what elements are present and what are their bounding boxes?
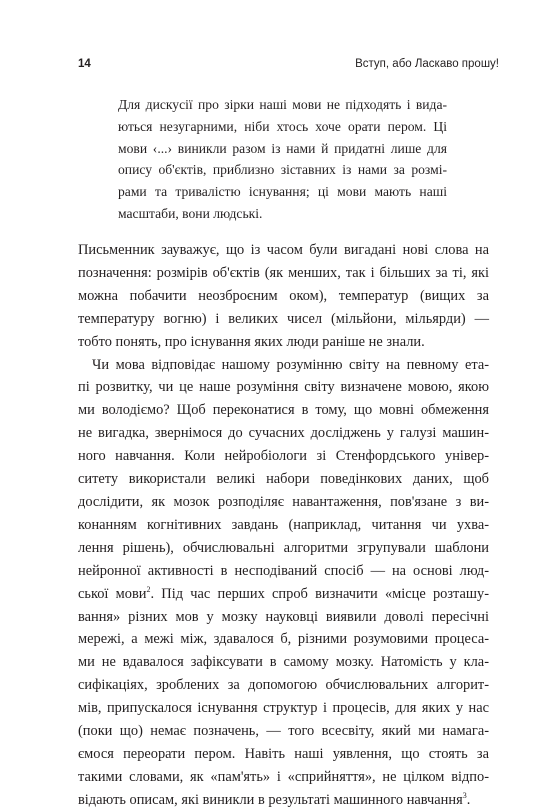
paragraph-line: Письменник зауважує, що із часом були вигадані нові слова на [78, 242, 489, 258]
paragraph-line: ємося переорати пером. Навіть наші уявлення, що стоять за [78, 745, 489, 762]
paragraph-line: дослідити, як мозок розподіляє навантаження, пов'язане з ви- [78, 493, 489, 510]
paragraph-2 [78, 354, 489, 812]
paragraph-line: ми не вдавалося зафіксувати в самому мозку. Натомість у кла- [78, 654, 489, 671]
paragraph-line: температуру вогню) і великих чисел (мільйони, мільярди) — [78, 310, 489, 327]
paragraph-line: сифікаціях, зроблених за допомогою обчислювальних алгорит- [78, 677, 489, 694]
page-number: 14 [78, 58, 91, 70]
paragraph-line: мів, припускалося існування структур і процесів, для яких у нас [78, 700, 489, 717]
footnote-ref[interactable]: 3 [462, 790, 467, 800]
quote-line: Для дискусії про зірки наші мови не підходять і вида- [118, 97, 447, 112]
page-header [78, 58, 499, 74]
paragraph-line: можна побачити неозброєним оком), температур (вищих за [78, 287, 489, 304]
quote-line: рами та тривалістю існування; ці мови мають наші [118, 184, 447, 200]
paragraph-line: Чи мова відповідає нашому розумінню світу на певному ета- [92, 356, 489, 373]
paragraph-line: нейронної активності в несподіваний спосіб — на основі люд- [78, 562, 489, 579]
block-quote [118, 94, 447, 225]
paragraph-line: не вигадка, звернімося до сучасних досліджень у галузі машин- [78, 425, 489, 442]
paragraph-line: ми володіємо? Щоб переконатися в тому, що мовні обмеження [78, 402, 489, 419]
paragraph-line: ного навчання. Коли нейробіологи зі Стенфордського універ- [78, 448, 489, 465]
text-fragment: . [466, 791, 471, 808]
paragraph-line: вання» різних мов у мозку науковці виявили доволі пересічні [78, 608, 489, 625]
quote-line: мови ‹...› виникли разом із нами й придатні лише для [118, 140, 447, 156]
paragraph-line: позначення: розмірів об'єктів (як менших, так і більших за ті, які [78, 264, 489, 281]
paragraph-line-with-footnote [78, 583, 489, 606]
paragraph-1 [78, 239, 489, 354]
text-fragment: відають описам, які виникли в результаті машинного навчання [78, 791, 463, 808]
paragraph-line: такими словами, як «пам'ять» і «сприйняття», не цілком відпо- [78, 768, 489, 785]
paragraph-line: (поки що) немає позначень, — того всесвіту, який ми намага- [78, 723, 489, 740]
footnote-ref[interactable]: 2 [146, 584, 151, 594]
text-fragment: . Під час перших спроб визначити «місце розташу- [150, 585, 489, 602]
paragraph-line: конанням когнітивних завдань (наприклад, читання чи ухва- [78, 516, 489, 533]
paragraph-line: мережі, а межі між, здавалося б, різними розумовими процеса- [78, 631, 489, 648]
quote-line: опису об'єктів, приблизно зіставних із нами за розмі- [118, 162, 447, 178]
quote-line: ються незугарними, ніби хтось хоче орати пером. Ці [118, 118, 447, 134]
body-text [78, 239, 489, 812]
paragraph-line: ситету використали великі набори поведінкових даних, щоб [78, 471, 489, 488]
quote-line: масштаби, вони людські. [118, 205, 263, 221]
paragraph-line: пі розвитку, чи це наше розуміння світу визначене мовою, якою [78, 379, 489, 396]
paragraph-line: тобто понять, про існування яких люди раніше не знали. [78, 333, 425, 350]
text-fragment: ської мови [78, 585, 147, 602]
paragraph-line-with-footnote [78, 789, 489, 812]
running-head: Вступ, або Ласкаво прошу! [355, 58, 499, 70]
paragraph-line: лення рішень), обчислювальні алгоритми згрупували шаблони [78, 539, 489, 556]
